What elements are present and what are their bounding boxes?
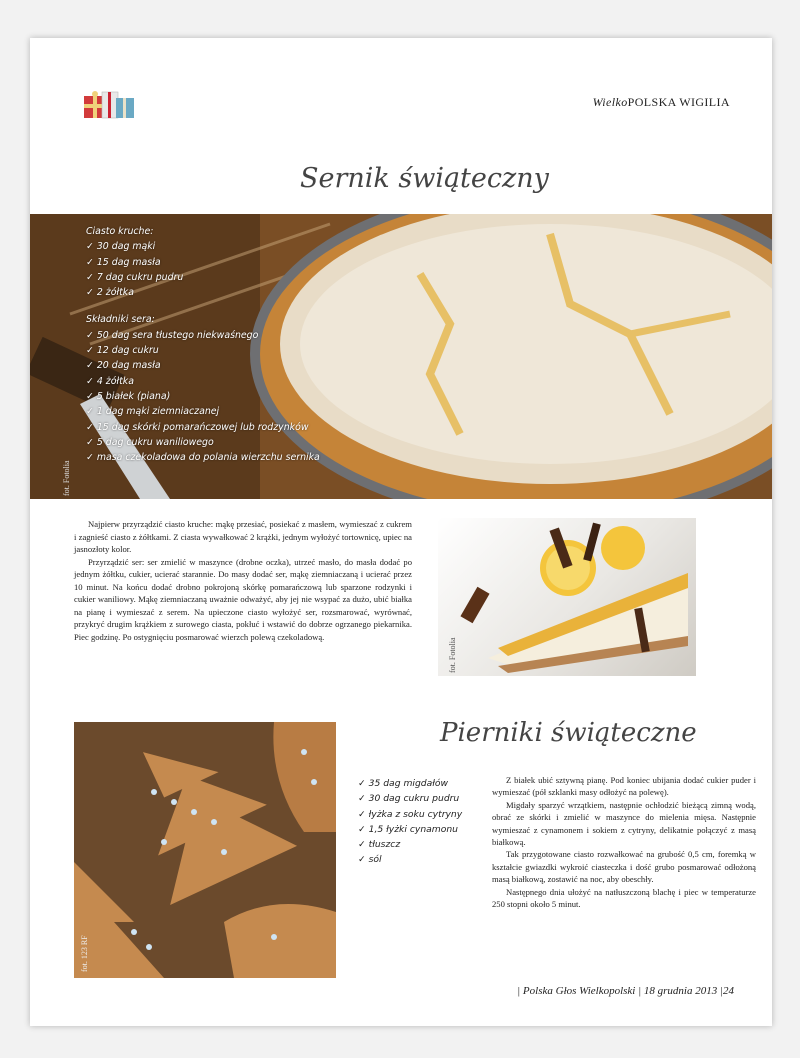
cheesecake-photo [30, 214, 772, 499]
recipe-title-pierniki: Pierniki świąteczne [440, 718, 697, 748]
magazine-page [30, 38, 772, 1026]
paragraph: Migdały sparzyć wrzątkiem, następnie ochłodzić bieżącą zimną wodą, obrać ze skórki i zmielić w maszynce do mielenia mięsa. Następnie wymieszać z cynamonem i sokiem z cytryny, delikatnie połączyć z masą białkową. [492, 799, 756, 848]
photo-credit: fot. Fotolia [448, 637, 457, 673]
ingredient-item: ✓ 7 dag cukru pudru [86, 271, 184, 283]
photo-credit: fot. Fotolia [62, 460, 71, 496]
ingredient-item: ✓ 12 dag cukru [86, 345, 159, 357]
ingredient-item: ✓ masa czekoladowa do polania wierzchu sernika [86, 452, 320, 464]
paragraph: Następnego dnia ułożyć na natłuszczoną blachę i piec w temperaturze 250 stopni około 5 minut. [492, 886, 756, 910]
filling-heading: Składniki sera: [86, 314, 155, 326]
ingredient-item: ✓ tłuszcz [358, 839, 401, 851]
gingerbread-photo [74, 722, 336, 978]
ingredient-item: ✓ 4 żółtka [86, 375, 134, 387]
ingredient-item: ✓ 15 dag skórki pomarańczowej lub rodzynków [86, 421, 309, 433]
paragraph: Z białek ubić sztywną pianę. Pod koniec ubijania dodać cukier puder i wymieszać (pół szklanki masy odłożyć na polewę). [492, 775, 756, 798]
ingredient-item: ✓ 30 dag mąki [86, 241, 156, 253]
gingerbread-instructions [492, 774, 756, 910]
cheesecake-slice-photo [438, 518, 696, 676]
gingerbread-ingredients [358, 776, 462, 868]
ingredient-item: ✓ 5 dag cukru waniliowego [86, 436, 214, 448]
recipe-title-sernik: Sernik świąteczny [300, 163, 549, 194]
ingredient-item: ✓ sól [358, 854, 382, 866]
gift-boxes-icon [82, 86, 138, 122]
paragraph: Przyrządzić ser: ser zmielić w maszynce (drobne oczka), utrzeć masło, do masła dodać po jednym żółtku, cukier, ucierać starannie. Do masy dodać ser, mąkę ziemniaczaną i ucierać przez 10 minut. Na końcu dodać drobno pokrojoną skórkę pomarańczową lub sparzone rodzynki i cukier waniliowy. Mąkę ziemniaczaną uważnie odważyć, aby jej nie wsypać za dużo, ubić białka na pianę i wymieszać z serem. Na upieczone ciasto wyłożyć ser, rozsmarować, wyrównać, przykryć drugim krążkiem z surowego ciasta, pokłuć i wstawić do dobrze ogrzanego piekarnika. Piec godzinę. Po ostygnięciu posmarować wierzch polewą czekoladową. [74, 556, 412, 642]
crust-heading: Ciasto kruche: [86, 226, 154, 237]
ingredient-item: ✓ 20 dag masła [86, 360, 161, 372]
page-footer [517, 985, 734, 997]
ingredient-item: ✓ łyżka z soku cytryny [358, 808, 463, 820]
ingredient-item: ✓ 2 żółtka [86, 287, 134, 299]
paragraph: Najpierw przyrządzić ciasto kruche: mąkę przesiać, posiekać z masłem, wymieszać z cukrem i zagnieść ciasto z żółtkami. Z ciasta wywałkować 2 krążki, jednym wyłożyć tortownicę, upiec na jasnozłoty kolor. [74, 519, 412, 554]
ingredient-item: ✓ 1 dag mąki ziemniaczanej [86, 406, 220, 418]
cheesecake-instructions [74, 518, 412, 643]
ingredient-item: ✓ 50 dag sera tłustego niekwaśnego [86, 329, 259, 341]
photo-credit: fot. 123 RF [80, 935, 89, 972]
ingredient-item: ✓ 15 dag masła [86, 256, 161, 268]
ingredient-item: ✓ 5 białek (piana) [86, 390, 171, 402]
cheesecake-ingredients [86, 224, 320, 465]
ingredient-item: ✓ 30 dag cukru pudru [358, 793, 460, 805]
section-header: WielkoPOLSKA WIGILIA [592, 95, 730, 109]
ingredient-item: ✓ 35 dag migdałów [358, 778, 449, 789]
page-number: 24 [723, 985, 734, 997]
ingredient-item: ✓ 1,5 łyżki cynamonu [358, 823, 458, 835]
publication-info: | Polska Głos Wielkopolski | 18 grudnia 2013 | [517, 985, 723, 997]
paragraph: Tak przygotowane ciasto rozwałkować na grubość 0,5 cm, foremką w kształcie gwiazdki wykroić ciasteczka i dość grubo posmarować odłożoną masą białkową, zostawić na noc, aby obeschły. [492, 849, 756, 885]
